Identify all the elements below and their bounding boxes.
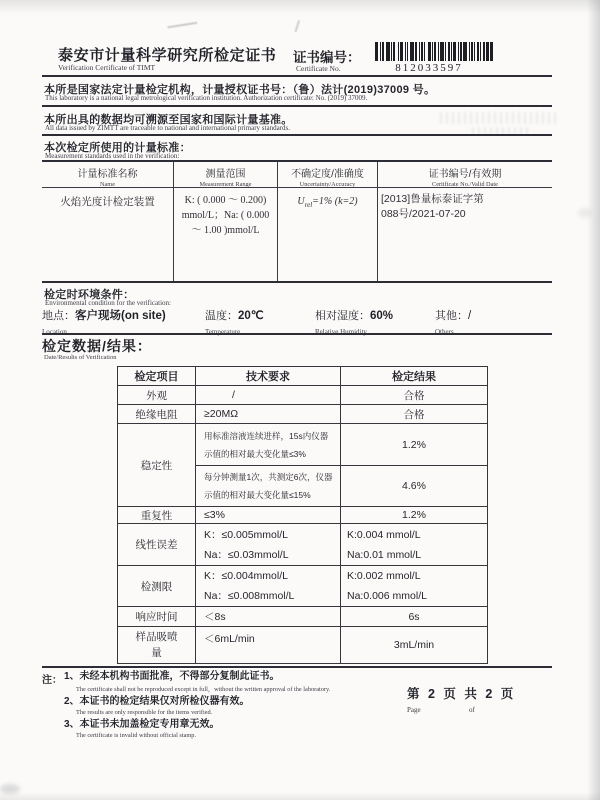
page-title: 泰安市计量科学研究所检定证书 [58,47,277,64]
environment-heading: 检定时环境条件： [44,289,135,301]
note-3: 3、本证书未加盖检定专用章无效。 [64,719,220,730]
pencil-mark [294,20,311,36]
divider [42,105,552,107]
scan-smudge [578,208,592,218]
pencil-mark [167,22,198,37]
standard-uncertainty-cell: $U_{rel}=1\%$ (k=2) [277,188,377,281]
env-humidity: 相对湿度：60% Relative Humidity [315,310,394,336]
table-row-stability-b: 每分钟测量1次，共测定6次，仪器示值的相对最大变化量≤15% 4.6% [118,466,488,507]
results-header-row [118,367,488,386]
env-others: 其他：/ Others [435,310,472,336]
table-row-linearity: 线性误差 K：≤0.005mmol/L Na：≤0.03mmol/L K:0.004 mmol/L Na:0.01 mmol/L [118,524,488,566]
results-col-item: 检定项目 [118,367,196,386]
environment-heading-en: Environmental condition for the verification: [45,299,171,307]
scan-edge-bottom [0,792,600,800]
note-2-en: The results are only responsible for the items verified. [76,709,213,716]
certificate-no-label-en: Certificate No. [296,64,341,73]
notes [42,671,432,742]
note-3-en: The certificate is invalid without official stamp. [76,732,197,739]
certificate-number: 812033597 [395,62,463,74]
note-1-en: The certificate shall not be reproduced except in full，without the written approval of the laboratory. [76,686,331,693]
standards-table [42,160,552,283]
standard-name-cell: 火焰光度计检定装置 [60,196,155,208]
standards-col-uncertainty: 不确定度/准确度 Uncertainty/Accuracy [277,162,377,188]
env-location: 地点：客户现场(on site) Location [42,310,166,336]
faint-stamp [440,112,558,124]
results-col-result: 检定结果 [341,367,488,386]
scan-edge-right [587,0,600,800]
page-label-en: Page [407,706,421,714]
results-col-requirement: 技术要求 [196,367,341,386]
table-row-repeatability: 重复性 ≤3% 1.2% [118,507,488,524]
table-row-appearance: 外观 / 合格 [118,386,488,405]
standards-col-name: 计量标准名称 Name [42,162,173,188]
page-number: 第 2 页 共 2 页 [407,687,515,701]
standards-col-certificate: 证书编号/有效期 Certificate No./Valid Date [377,162,552,188]
authorization-statement: 本所是国家法定计量检定机构，计量授权证书号：（鲁）法计(2019)37009 号。 [44,84,436,96]
page-title-en: Verification Certificate of TIMT [58,63,156,72]
standards-heading-en: Measurement standards used in the verification: [45,152,180,160]
standard-certificate-cell: [2013]鲁量标泰证字第 088号/2021-07-20 [377,188,552,281]
pagination [407,684,557,716]
results-table [117,366,488,664]
note-1: 1、未经本机构书面批准，不得部分复制此证书。 [64,671,280,682]
traceability-statement-en: All data issued by ZIMTT are traceable to national and international primary standards. [45,124,290,132]
barcode-icon [375,42,493,61]
note-label: 注： [42,675,62,686]
certificate-no-label: 证书编号： [293,50,361,65]
divider [42,666,552,668]
results-heading-en: Date/Results of Verification [44,354,117,361]
scan-edge-top [0,0,600,14]
table-row-detection: 检测限 K：≤0.004mmol/L Na：≤0.008mmol/L K:0.002 mmol/L Na:0.006 mmol/L [118,566,488,607]
standard-range-cell: K: ( 0.000 ～ 0.200) mmol/L；Na: ( 0.000 ～ 1.00 )mmol/L [173,188,277,281]
divider [42,134,552,136]
table-row-stability-a: 稳定性 用标准溶液连续进样，15s内仪器示值的相对最大变化量≤3% 1.2% [118,424,488,466]
env-temperature: 温度：20℃ Temperature [205,310,264,336]
standards-heading: 本次检定所使用的计量标准： [44,142,191,154]
divider [42,75,552,77]
divider [42,333,552,335]
table-row-response: 响应时间 ＜8s 6s [118,607,488,627]
table-row-insulation: 绝缘电阻 ≥20MΩ 合格 [118,405,488,424]
table-row-aspiration: 样品吸喷量 ＜6mL/min 3mL/min [118,627,488,664]
of-label-en: of [469,706,475,714]
traceability-statement: 本所出具的数据均可溯源至国家和国际计量基准。 [44,114,293,126]
standards-col-range: 测量范围 Measurement Range [173,162,277,188]
results-heading: 检定数据/结果： [42,338,152,354]
authorization-statement-en: This laboratory is a national legal metrological verification institution. Authorization certificate: No. (2019) 37009. [45,94,368,102]
scan-smudge [0,784,20,794]
note-2: 2、本证书的检定结果仅对所检仪器有效。 [64,696,250,707]
